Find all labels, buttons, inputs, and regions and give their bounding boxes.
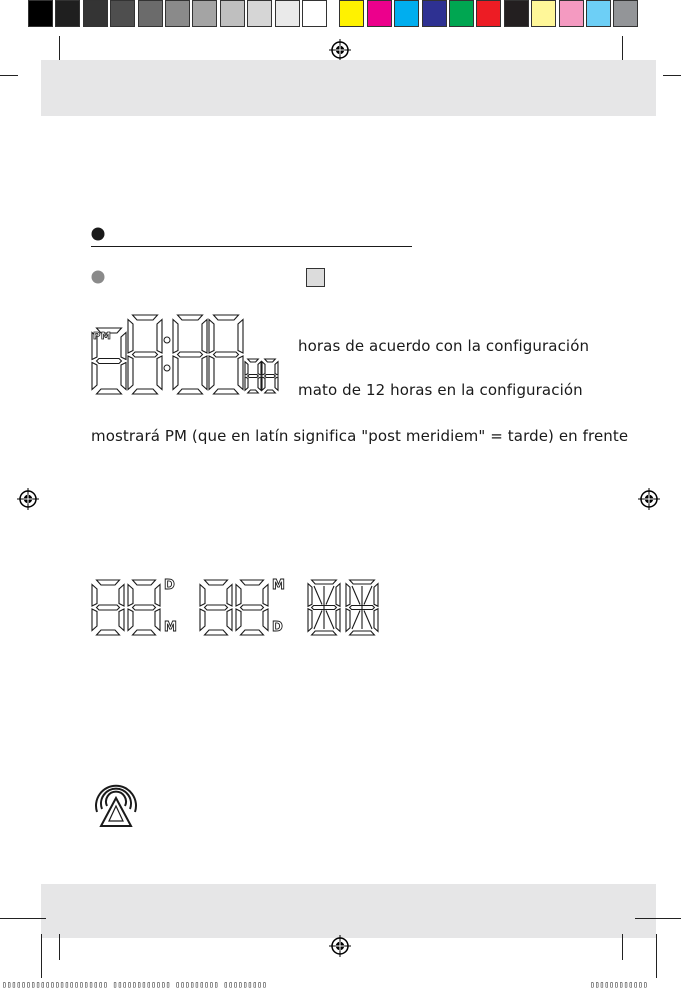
lcd-alpha-segment [326,586,334,605]
lcd-segment [119,609,124,631]
lcd-segment [265,375,276,378]
lcd-segment [258,362,261,375]
lcd-segment [178,352,203,357]
color-swatch [394,0,419,27]
footer-print-code-left: ▯▯▯▯▯▯▯▯▯▯▯▯▯▯▯▯▯▯▯▯▯▯ ▯▯▯▯▯▯▯▯▯▯▯▯ ▯▯▯▯▯▯▯▯▯ ▯▯▯▯▯▯▯▯▯ [2,980,267,989]
lcd-segment [214,389,239,394]
crop-mark-top-left-horizontal [0,75,18,76]
color-swatch [559,0,584,27]
square-key-icon [306,268,325,287]
lcd-segment [205,630,228,635]
date-format-1-bottom-label: M [164,620,177,635]
crop-mark-bottom-edge-left [41,934,42,978]
lcd-segment [178,389,203,394]
lcd-segment [173,356,178,390]
lcd-clock-display [90,312,290,398]
lcd-segment [173,320,178,354]
footer-band [41,884,656,938]
crop-mark-bottom-edge-right [656,934,657,978]
lcd-segment [275,377,278,390]
lcd-segment [245,362,248,375]
color-swatch [247,0,272,27]
lcd-alpha-segment [352,586,360,605]
lcd-segment [205,605,228,610]
color-swatch [422,0,447,27]
lcd-segment [178,315,203,320]
color-calibration-bar [28,0,656,29]
lcd-segment [128,585,133,607]
lcd-segment [346,609,350,632]
lcd-segment [97,580,120,585]
section-heading-rule [91,246,412,247]
lcd-segment [336,609,340,632]
lcd-segment [209,356,214,390]
lcd-segment [157,320,162,354]
lcd-segment [209,320,214,354]
lcd-segment [262,362,265,375]
color-swatch [138,0,163,27]
lcd-segment [202,320,207,354]
color-swatch [28,0,53,27]
lcd-segment [265,390,276,393]
lcd-segment [248,359,259,362]
footer-print-code-right: ▯▯▯▯▯▯▯▯▯▯▯▯ [590,980,648,989]
crop-mark-top-right-horizontal [663,75,681,76]
lcd-segment [238,320,243,354]
lcd-segment [312,580,337,584]
lcd-segment [308,609,312,632]
lcd-segment [133,580,156,585]
radio-tower-signal-icon [89,776,143,828]
lcd-segment [92,363,97,390]
lcd-segment [275,362,278,375]
registration-mark-icon [638,488,660,510]
lcd-segment [346,584,350,607]
date-format-2-top-label: M [272,578,285,593]
lcd-segment [92,609,97,631]
lcd-segment [262,377,265,390]
lcd-segment [265,359,276,362]
color-swatch [531,0,556,27]
lcd-segment [133,315,158,320]
lcd-segment [97,359,122,364]
lcd-segment [157,356,162,390]
lcd-colon-dot [164,365,170,371]
date-format-1-top-label: D [164,578,175,593]
lcd-segment [312,631,337,635]
lcd-segment [350,631,375,635]
registration-mark-icon [329,39,351,61]
lcd-alpha-segment [352,611,360,630]
crop-mark-top-left-vertical [59,36,60,62]
crop-mark-bottom-left-horizontal [0,918,46,919]
lcd-alpha-segment [326,611,334,630]
lcd-segment [241,630,264,635]
color-swatch [613,0,638,27]
crop-mark-bottom-right-horizontal [635,918,681,919]
color-swatch [586,0,611,27]
crop-mark-bottom-right-vertical [622,934,623,960]
lcd-segment [128,609,133,631]
lcd-segment [133,389,158,394]
gray-circle-bullet-icon [91,270,105,284]
lcd-segment [155,585,160,607]
lcd-segment [248,375,259,378]
lcd-segment [236,609,241,631]
lcd-segment [200,609,205,631]
color-swatch [220,0,245,27]
registration-mark-icon [329,935,351,957]
lcd-segment [92,585,97,607]
color-swatch [339,0,364,27]
lcd-segment [200,585,205,607]
color-swatch [275,0,300,27]
color-swatch [302,0,327,27]
lcd-segment [308,584,312,607]
lcd-segment [258,377,261,390]
body-text-line-3: mostrará PM (que en latín significa "post meridiem" = tarde) en frente [91,427,629,445]
lcd-colon-dot [164,337,170,343]
lcd-segment [241,605,264,610]
color-swatch [55,0,80,27]
lcd-segment [155,609,160,631]
lcd-alpha-segment [314,586,322,605]
lcd-segment [97,389,122,394]
lcd-segment [374,609,378,632]
lcd-segment [119,585,124,607]
lcd-alpha-segment [364,586,372,605]
registration-mark-icon [17,488,39,510]
lcd-segment [236,585,241,607]
lcd-segment [374,584,378,607]
lcd-alpha-segment [364,611,372,630]
lcd-segment [238,356,243,390]
color-swatch [476,0,501,27]
crop-mark-top-right-vertical [622,36,623,62]
pm-indicator: PM [93,331,112,342]
lcd-segment [133,352,158,357]
lcd-segment [97,605,120,610]
lcd-segment [133,630,156,635]
body-text-line-1: horas de acuerdo con la configuración [298,337,590,355]
lcd-segment [214,315,239,320]
lcd-segment [263,585,268,607]
lcd-segment [128,320,133,354]
color-swatch [83,0,108,27]
lcd-segment [241,580,264,585]
color-swatch [165,0,190,27]
crop-mark-bottom-left-vertical [59,934,60,960]
lcd-segment [121,333,126,360]
lcd-alpha-segment [314,611,322,630]
color-swatch [449,0,474,27]
body-text-line-2: mato de 12 horas en la configuración [298,381,583,399]
lcd-segment [248,390,259,393]
lcd-date-format-display [90,578,390,638]
lcd-segment [263,609,268,631]
lcd-segment [227,609,232,631]
lcd-segment [350,580,375,584]
color-swatch [504,0,529,27]
lcd-segment [97,630,120,635]
lcd-segment [245,377,248,390]
lcd-segment [205,580,228,585]
lcd-segment [336,584,340,607]
lcd-segment [121,363,126,390]
lcd-segment [214,352,239,357]
color-swatch [192,0,217,27]
lcd-segment [202,356,207,390]
header-band [41,60,656,116]
color-swatch [110,0,135,27]
color-swatch [367,0,392,27]
lcd-segment [133,605,156,610]
lcd-segment [128,356,133,390]
filled-circle-bullet-icon [91,227,105,241]
lcd-segment [227,585,232,607]
date-format-2-bottom-label: D [272,620,283,635]
